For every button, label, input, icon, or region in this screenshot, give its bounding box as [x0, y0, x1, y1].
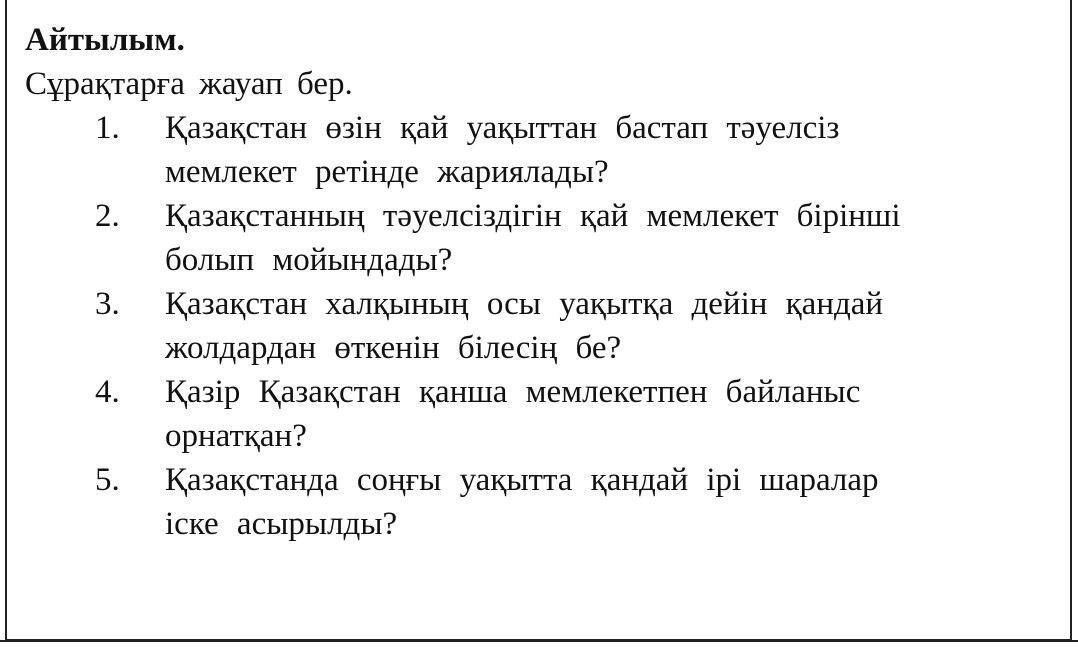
question-line: орнатқан? [165, 418, 307, 454]
question-line: Қазақстанда соңғы уақытта қандай ірі шаралар [165, 462, 879, 498]
question-line: Қазір Қазақстан қанша мемлекетпен байланыс [165, 374, 861, 410]
question-item [25, 106, 1045, 194]
question-line: Қазақстан өзін қай уақыттан бастап тәуелсіз [165, 110, 840, 146]
question-number: 1. [95, 110, 120, 146]
bottom-divider [0, 640, 1078, 642]
document-content [25, 18, 1045, 546]
question-line: Қазақстан халқының осы уақытқа дейін қандай [165, 286, 884, 322]
question-line: мемлекет ретінде жариялады? [165, 154, 609, 190]
question-line: іске асырылды? [165, 506, 398, 542]
question-item [25, 282, 1045, 370]
question-item [25, 370, 1045, 458]
section-heading: Айтылым. [25, 22, 185, 58]
question-number: 4. [95, 374, 120, 410]
question-number: 2. [95, 198, 120, 234]
question-line: жолдардан өткенін білесің бе? [165, 330, 622, 366]
question-list [25, 106, 1045, 546]
instruction-text: Сұрақтарға жауап бер. [25, 66, 353, 102]
question-number: 3. [95, 286, 120, 322]
question-item [25, 458, 1045, 546]
question-item [25, 194, 1045, 282]
question-number: 5. [95, 462, 120, 498]
question-line: Қазақстанның тәуелсіздігін қай мемлекет бірінші [165, 198, 901, 234]
question-line: болып мойындады? [165, 242, 453, 278]
